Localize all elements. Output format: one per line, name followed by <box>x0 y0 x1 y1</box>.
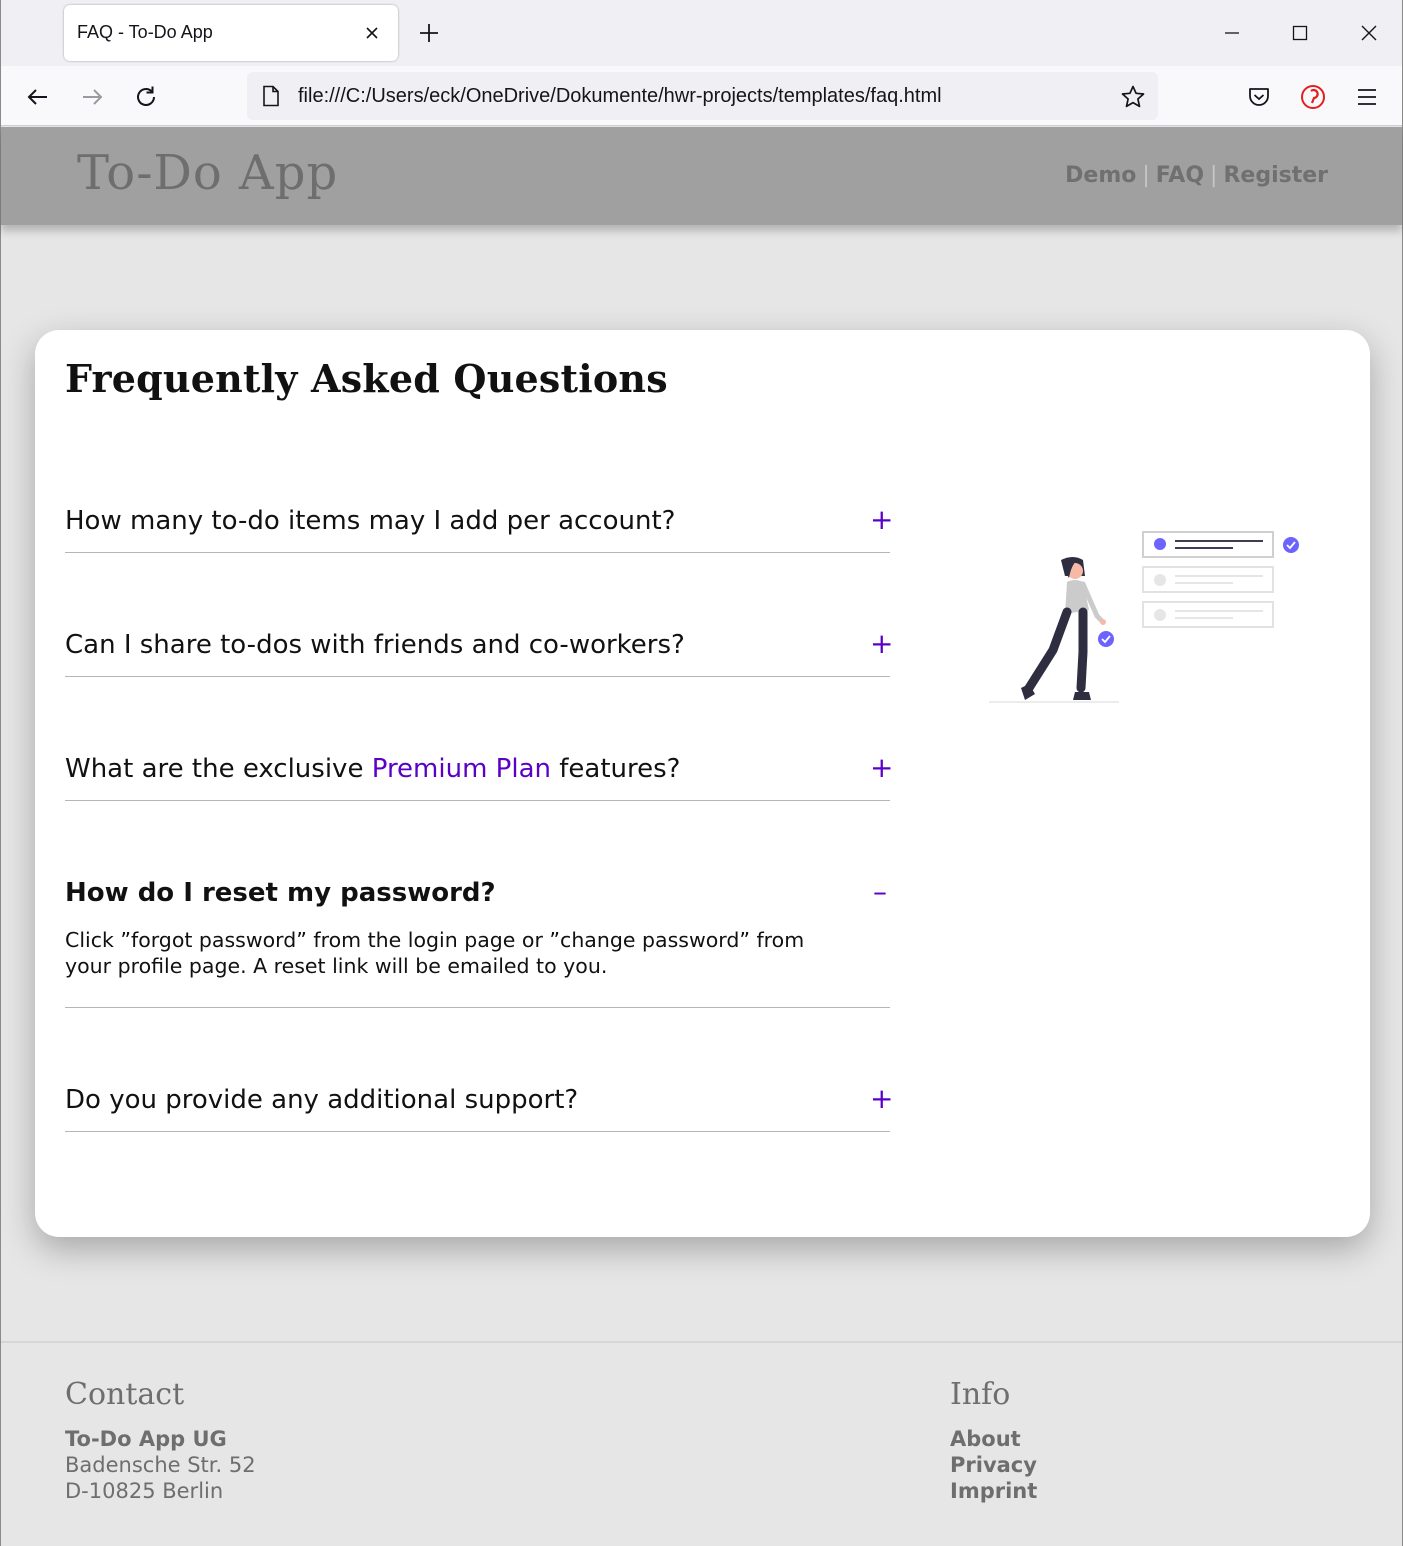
tab-title: FAQ - To-Do App <box>77 22 213 42</box>
pocket-icon[interactable] <box>1246 84 1272 110</box>
faq-answer: Click ”forgot password” from the login page or ”change password” from your profile page. A reset link will be emailed to you. <box>65 928 805 978</box>
close-icon[interactable] <box>363 24 381 42</box>
faq-question[interactable]: Can I share to-dos with friends and co-workers? <box>65 630 685 660</box>
footer-link-imprint[interactable]: Imprint <box>950 1479 1038 1503</box>
address-bar[interactable] <box>247 72 1158 120</box>
faq-item[interactable] <box>65 751 894 801</box>
expand-toggle[interactable]: + <box>870 627 894 660</box>
browser-toolbar <box>1 66 1402 126</box>
nav-link-faq[interactable]: FAQ <box>1155 163 1205 188</box>
faq-item[interactable] <box>65 1082 894 1132</box>
site-footer <box>1 1341 1402 1546</box>
collapse-toggle[interactable]: – <box>873 875 887 908</box>
page-title: Frequently Asked Questions <box>65 356 668 401</box>
footer-heading: Contact <box>65 1377 185 1412</box>
main-nav <box>1065 163 1328 188</box>
menu-hamburger-icon[interactable] <box>1354 84 1380 110</box>
new-tab-icon[interactable] <box>417 21 441 45</box>
browser-tab-strip <box>1 0 1402 66</box>
faq-question[interactable]: Do you provide any additional support? <box>65 1085 579 1115</box>
faq-question[interactable]: How do I reset my password? <box>65 878 496 908</box>
footer-heading: Info <box>950 1377 1011 1412</box>
forward-arrow-icon[interactable] <box>79 84 105 110</box>
nav-separator: | <box>1210 163 1218 188</box>
nav-link-demo[interactable]: Demo <box>1065 163 1137 188</box>
faq-question[interactable]: How many to-do items may I add per account? <box>65 506 676 536</box>
premium-plan-link[interactable]: Premium Plan <box>371 754 551 784</box>
window-close-icon[interactable] <box>1358 22 1380 44</box>
footer-link-privacy[interactable]: Privacy <box>950 1453 1037 1477</box>
faq-question-text: features? <box>551 754 681 784</box>
address-city: D-10825 Berlin <box>65 1479 224 1503</box>
bookmark-star-icon[interactable] <box>1120 84 1146 110</box>
site-header <box>1 127 1402 225</box>
footer-link-about[interactable]: About <box>950 1427 1021 1451</box>
address-street: Badensche Str. 52 <box>65 1453 256 1477</box>
reload-icon[interactable] <box>133 84 159 110</box>
todo-list-illustration <box>985 520 1315 710</box>
faq-question-text: What are the exclusive <box>65 754 372 784</box>
footer-contact <box>65 1377 256 1504</box>
site-logo[interactable]: To-Do App <box>77 145 339 201</box>
expand-toggle[interactable]: + <box>870 751 894 784</box>
url-text: file:///C:/Users/eck/OneDrive/Dokumente/hwr-projects/templates/faq.html <box>298 85 942 107</box>
nav-separator: | <box>1142 163 1150 188</box>
faq-question[interactable] <box>65 751 894 784</box>
extension-icon[interactable] <box>1300 84 1326 110</box>
maximize-icon[interactable] <box>1289 22 1311 44</box>
faq-card <box>35 330 1370 1237</box>
minimize-icon[interactable] <box>1221 22 1243 44</box>
faq-item[interactable] <box>65 627 894 677</box>
browser-tab-active[interactable] <box>64 5 398 61</box>
faq-item-expanded[interactable] <box>65 876 890 1008</box>
nav-link-register[interactable]: Register <box>1223 163 1328 188</box>
expand-toggle[interactable]: + <box>870 503 894 536</box>
footer-info <box>950 1377 1037 1504</box>
faq-item[interactable] <box>65 503 894 553</box>
expand-toggle[interactable]: + <box>870 1082 894 1115</box>
back-arrow-icon[interactable] <box>25 84 51 110</box>
page-icon <box>261 85 281 107</box>
company-name: To-Do App UG <box>65 1427 227 1451</box>
